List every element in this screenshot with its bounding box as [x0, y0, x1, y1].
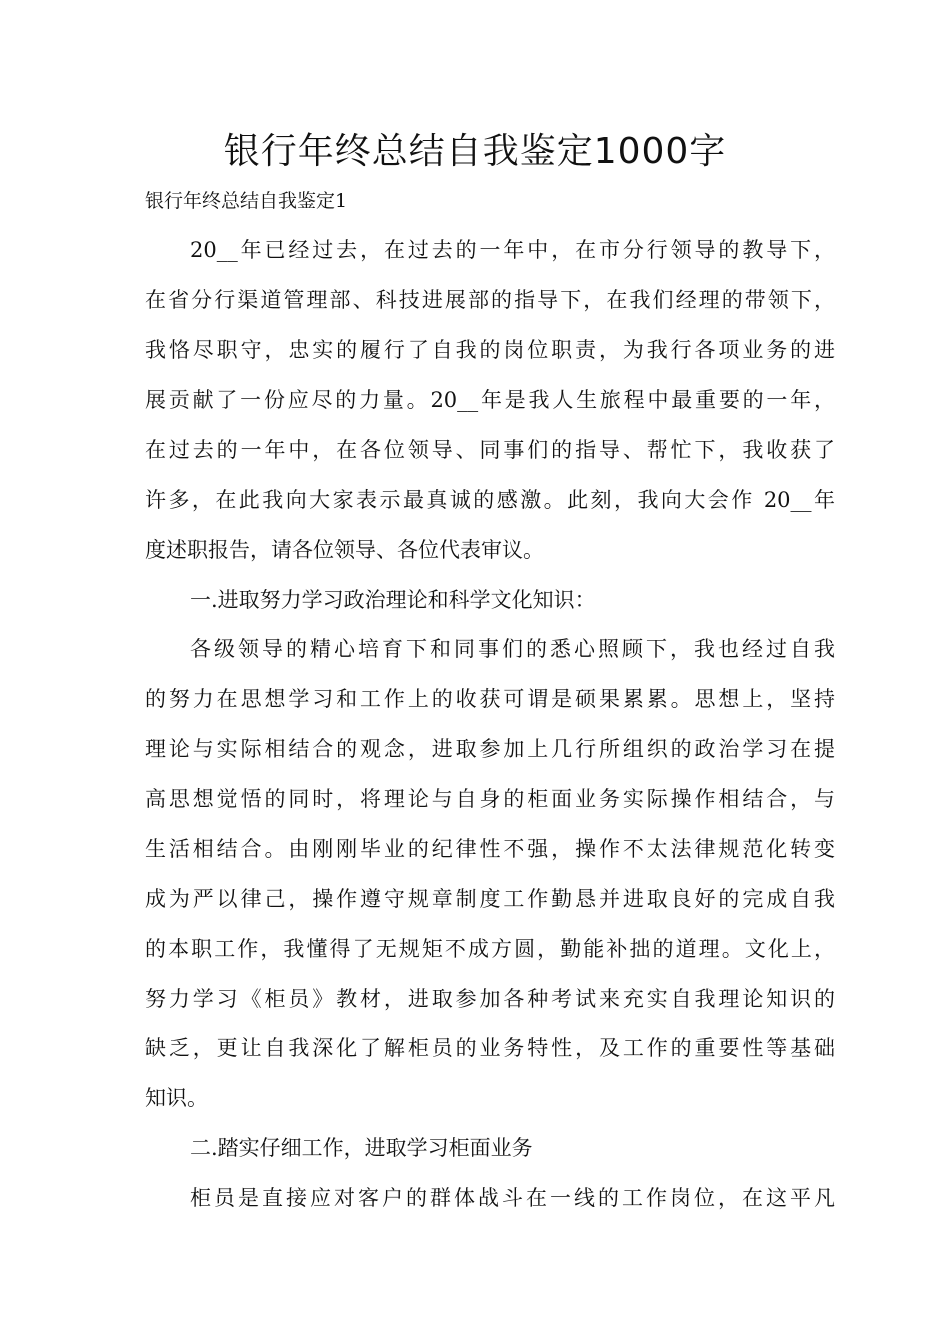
paragraph-line: 在过去的一年中，在各位领导、同事们的指导、帮忙下，我收获了 — [145, 438, 835, 462]
paragraph-line: 20__年已经过去，在过去的一年中，在市分行领导的教导下， — [190, 238, 835, 262]
paragraph-line: 度述职报告，请各位领导、各位代表审议。 — [145, 538, 544, 562]
paragraph-line: 高思想觉悟的同时，将理论与自身的柜面业务实际操作相结合，与 — [145, 787, 835, 811]
paragraph-line: 我恪尽职守，忠实的履行了自我的岗位职责，为我行各项业务的进 — [145, 338, 835, 362]
section-heading: 二.踏实仔细工作，进取学习柜面业务 — [190, 1136, 533, 1160]
paragraph-line: 在省分行渠道管理部、科技进展部的指导下，在我们经理的带领下， — [145, 288, 835, 312]
document-title: 银行年终总结自我鉴定1000字 — [223, 131, 727, 172]
document-subtitle: 银行年终总结自我鉴定1 — [145, 190, 348, 212]
paragraph-line: 知识。 — [145, 1086, 208, 1110]
paragraph-line: 理论与实际相结合的观念，进取参加上几行所组织的政治学习在提 — [145, 737, 835, 761]
paragraph-line: 的本职工作，我懂得了无规矩不成方圆，勤能补拙的道理。文化上， — [145, 937, 835, 961]
paragraph-line: 生活相结合。由刚刚毕业的纪律性不强，操作不太法律规范化转变 — [145, 837, 835, 861]
paragraph-line: 努力学习《柜员》教材，进取参加各种考试来充实自我理论知识的 — [145, 987, 835, 1011]
paragraph-line: 柜员是直接应对客户的群体战斗在一线的工作岗位，在这平凡 — [190, 1186, 835, 1210]
paragraph-line: 的努力在思想学习和工作上的收获可谓是硕果累累。思想上，坚持 — [145, 687, 835, 711]
paragraph-line: 许多，在此我向大家表示最真诚的感激。此刻，我向大会作 20__年 — [145, 488, 835, 512]
section-heading: 一.进取努力学习政治理论和科学文化知识： — [190, 588, 596, 612]
paragraph-line: 各级领导的精心培育下和同事们的悉心照顾下，我也经过自我 — [190, 637, 835, 661]
paragraph-line: 成为严以律己，操作遵守规章制度工作勤恳并进取良好的完成自我 — [145, 887, 835, 911]
paragraph-line: 缺乏，更让自我深化了解柜员的业务特性，及工作的重要性等基础 — [145, 1036, 835, 1060]
paragraph-line: 展贡献了一份应尽的力量。20__年是我人生旅程中最重要的一年， — [145, 388, 835, 412]
